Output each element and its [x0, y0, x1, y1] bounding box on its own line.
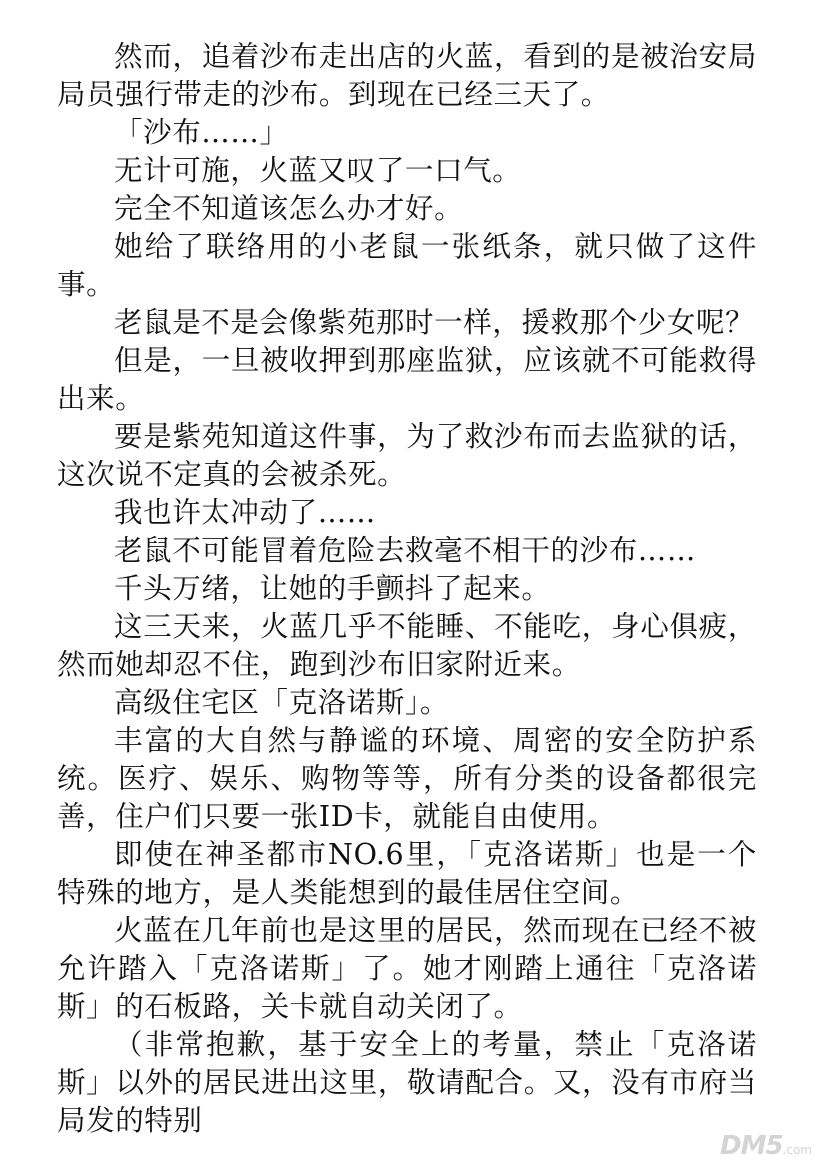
paragraph-8: 要是紫苑知道这件事，为了救沙布而去监狱的话，这次说不定真的会被杀死。: [57, 420, 757, 491]
paragraph-12: 这三天来，火蓝几乎不能睡、不能吃，身心俱疲，然而她却忍不住，跑到沙布旧家附近来。: [57, 610, 757, 681]
paragraph-1: 然而，追着沙布走出店的火蓝，看到的是被治安局局员强行带走的沙布。到现在已经三天了。: [57, 40, 757, 111]
paragraph-2: 「沙布……」: [114, 116, 289, 149]
watermark-text: DM5: [720, 1131, 783, 1161]
paragraph-16: 火蓝在几年前也是这里的居民，然而现在已经不被允许踏入「克洛诺斯」了。她才刚踏上通往「克洛诺斯」的石板路，关卡就自动关闭了。: [57, 914, 757, 1023]
paragraph-10: 老鼠不可能冒着危险去救毫不相干的沙布……: [114, 534, 697, 567]
paragraph-7: 但是，一旦被收押到那座监狱，应该就不可能救得出来。: [57, 344, 757, 415]
watermark-suffix: .com: [782, 1143, 812, 1157]
paragraph-14: 丰富的大自然与静谧的环境、周密的安全防护系统。医疗、娱乐、购物等等，所有分类的设备都很完善，住户们只要一张ID卡，就能自由使用。: [57, 724, 757, 833]
paragraph-13: 高级住宅区「克洛诺斯」。: [114, 686, 449, 719]
paragraph-3: 无计可施，火蓝又叹了一口气。: [114, 154, 522, 187]
site-watermark-logo: [720, 1131, 812, 1161]
paragraph-5: 她给了联络用的小老鼠一张纸条，就只做了这件事。: [57, 230, 757, 301]
paragraph-4: 完全不知道该怎么办才好。: [114, 192, 464, 225]
paragraph-6: 老鼠是不是会像紫苑那时一样，援救那个少女呢？: [114, 306, 755, 339]
text-page: [57, 38, 757, 1140]
paragraph-15: 即使在神圣都市NO.6里，「克洛诺斯」也是一个特殊的地方，是人类能想到的最佳居住空间。: [57, 838, 757, 909]
paragraph-17: （非常抱歉，基于安全上的考量，禁止「克洛诺斯」以外的居民进出这里，敬请配合。又，没有市府当局发的特别: [57, 1028, 757, 1137]
paragraph-9: 我也许太冲动了……: [114, 496, 376, 529]
paragraph-11: 千头万绪，让她的手颤抖了起来。: [114, 572, 551, 605]
